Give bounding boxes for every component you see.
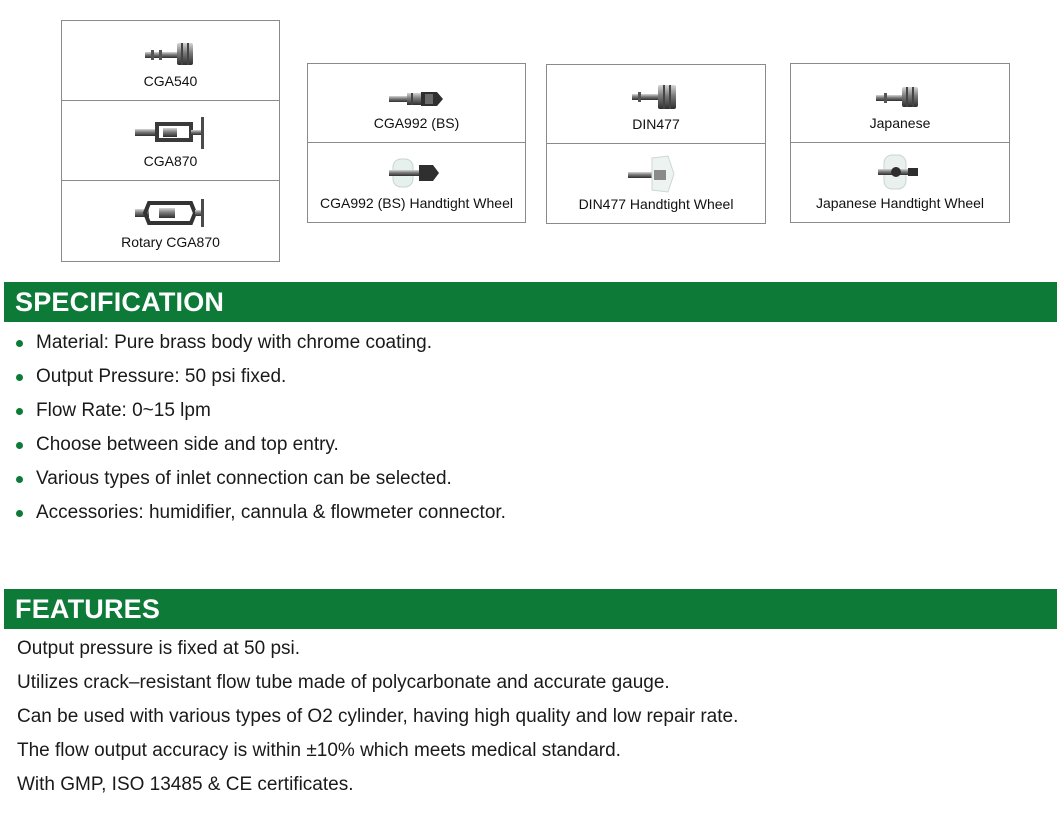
- connector-column-4: [790, 63, 1010, 223]
- list-item: Utilizes crack–resistant flow tube made of polycarbonate and accurate gauge.: [17, 672, 670, 693]
- bullet-icon: [16, 374, 23, 381]
- connector-label: CGA540: [143, 73, 198, 89]
- bullet-icon: [16, 340, 23, 347]
- fitting-nut-icon: [141, 39, 201, 69]
- list-item: The flow output accuracy is within ±10% which meets medical standard.: [17, 740, 621, 761]
- connector-cell-din477-handtight: [546, 144, 766, 224]
- list-item: Material: Pure brass body with chrome coating.: [14, 326, 506, 360]
- connector-column-1: [61, 20, 280, 262]
- bullet-icon: [16, 408, 23, 415]
- connector-cell-japanese-handtight: [790, 143, 1010, 223]
- features-heading: FEATURES: [4, 589, 1057, 629]
- connector-label: Rotary CGA870: [121, 234, 220, 250]
- rotary-yoke-icon: [131, 195, 211, 231]
- yoke-clamp-icon: [131, 115, 211, 151]
- list-item: Choose between side and top entry.: [14, 428, 506, 462]
- bullet-icon: [16, 476, 23, 483]
- connector-label: Japanese Handtight Wheel: [815, 195, 985, 211]
- fitting-nut-icon: [626, 81, 686, 113]
- fitting-nut-icon: [870, 82, 930, 112]
- bullet-icon: [16, 442, 23, 449]
- connector-cell-japanese: [790, 63, 1010, 143]
- bullet-icon: [16, 510, 23, 517]
- handwheel-icon: [870, 151, 930, 195]
- connector-label: DIN477: [632, 116, 680, 132]
- specification-list: [14, 326, 506, 530]
- list-item: Can be used with various types of O2 cylinder, having high quality and low repair rate.: [17, 706, 739, 727]
- connector-label: DIN477 Handtight Wheel: [578, 196, 734, 212]
- list-item: Various types of inlet connection can be selected.: [14, 462, 506, 496]
- list-item: With GMP, ISO 13485 & CE certificates.: [17, 774, 354, 795]
- connector-column-2: [307, 63, 526, 223]
- connector-cell-cga540: [61, 20, 280, 101]
- connector-cell-cga992-handtight: [307, 143, 526, 223]
- connector-cell-din477: [546, 64, 766, 144]
- connector-column-3: [546, 64, 766, 224]
- connector-label: Japanese: [869, 115, 931, 131]
- connector-label: CGA870: [143, 153, 198, 169]
- list-item: Output pressure is fixed at 50 psi.: [17, 638, 301, 659]
- list-item: Output Pressure: 50 psi fixed.: [14, 360, 506, 394]
- fitting-nut-icon: [385, 86, 449, 112]
- connector-label: CGA992 (BS) Handtight Wheel: [320, 195, 513, 211]
- connector-label: CGA992 (BS): [373, 115, 460, 131]
- list-item: Flow Rate: 0~15 lpm: [14, 394, 506, 428]
- handwheel-icon: [624, 152, 688, 196]
- connector-cell-cga992: [307, 63, 526, 143]
- features-list: [17, 633, 738, 803]
- specification-heading: SPECIFICATION: [4, 282, 1057, 322]
- connector-cell-cga870: [61, 101, 280, 181]
- handwheel-icon: [385, 153, 449, 193]
- connector-cell-rotary-cga870: [61, 181, 280, 262]
- list-item: Accessories: humidifier, cannula & flowmeter connector.: [14, 496, 506, 530]
